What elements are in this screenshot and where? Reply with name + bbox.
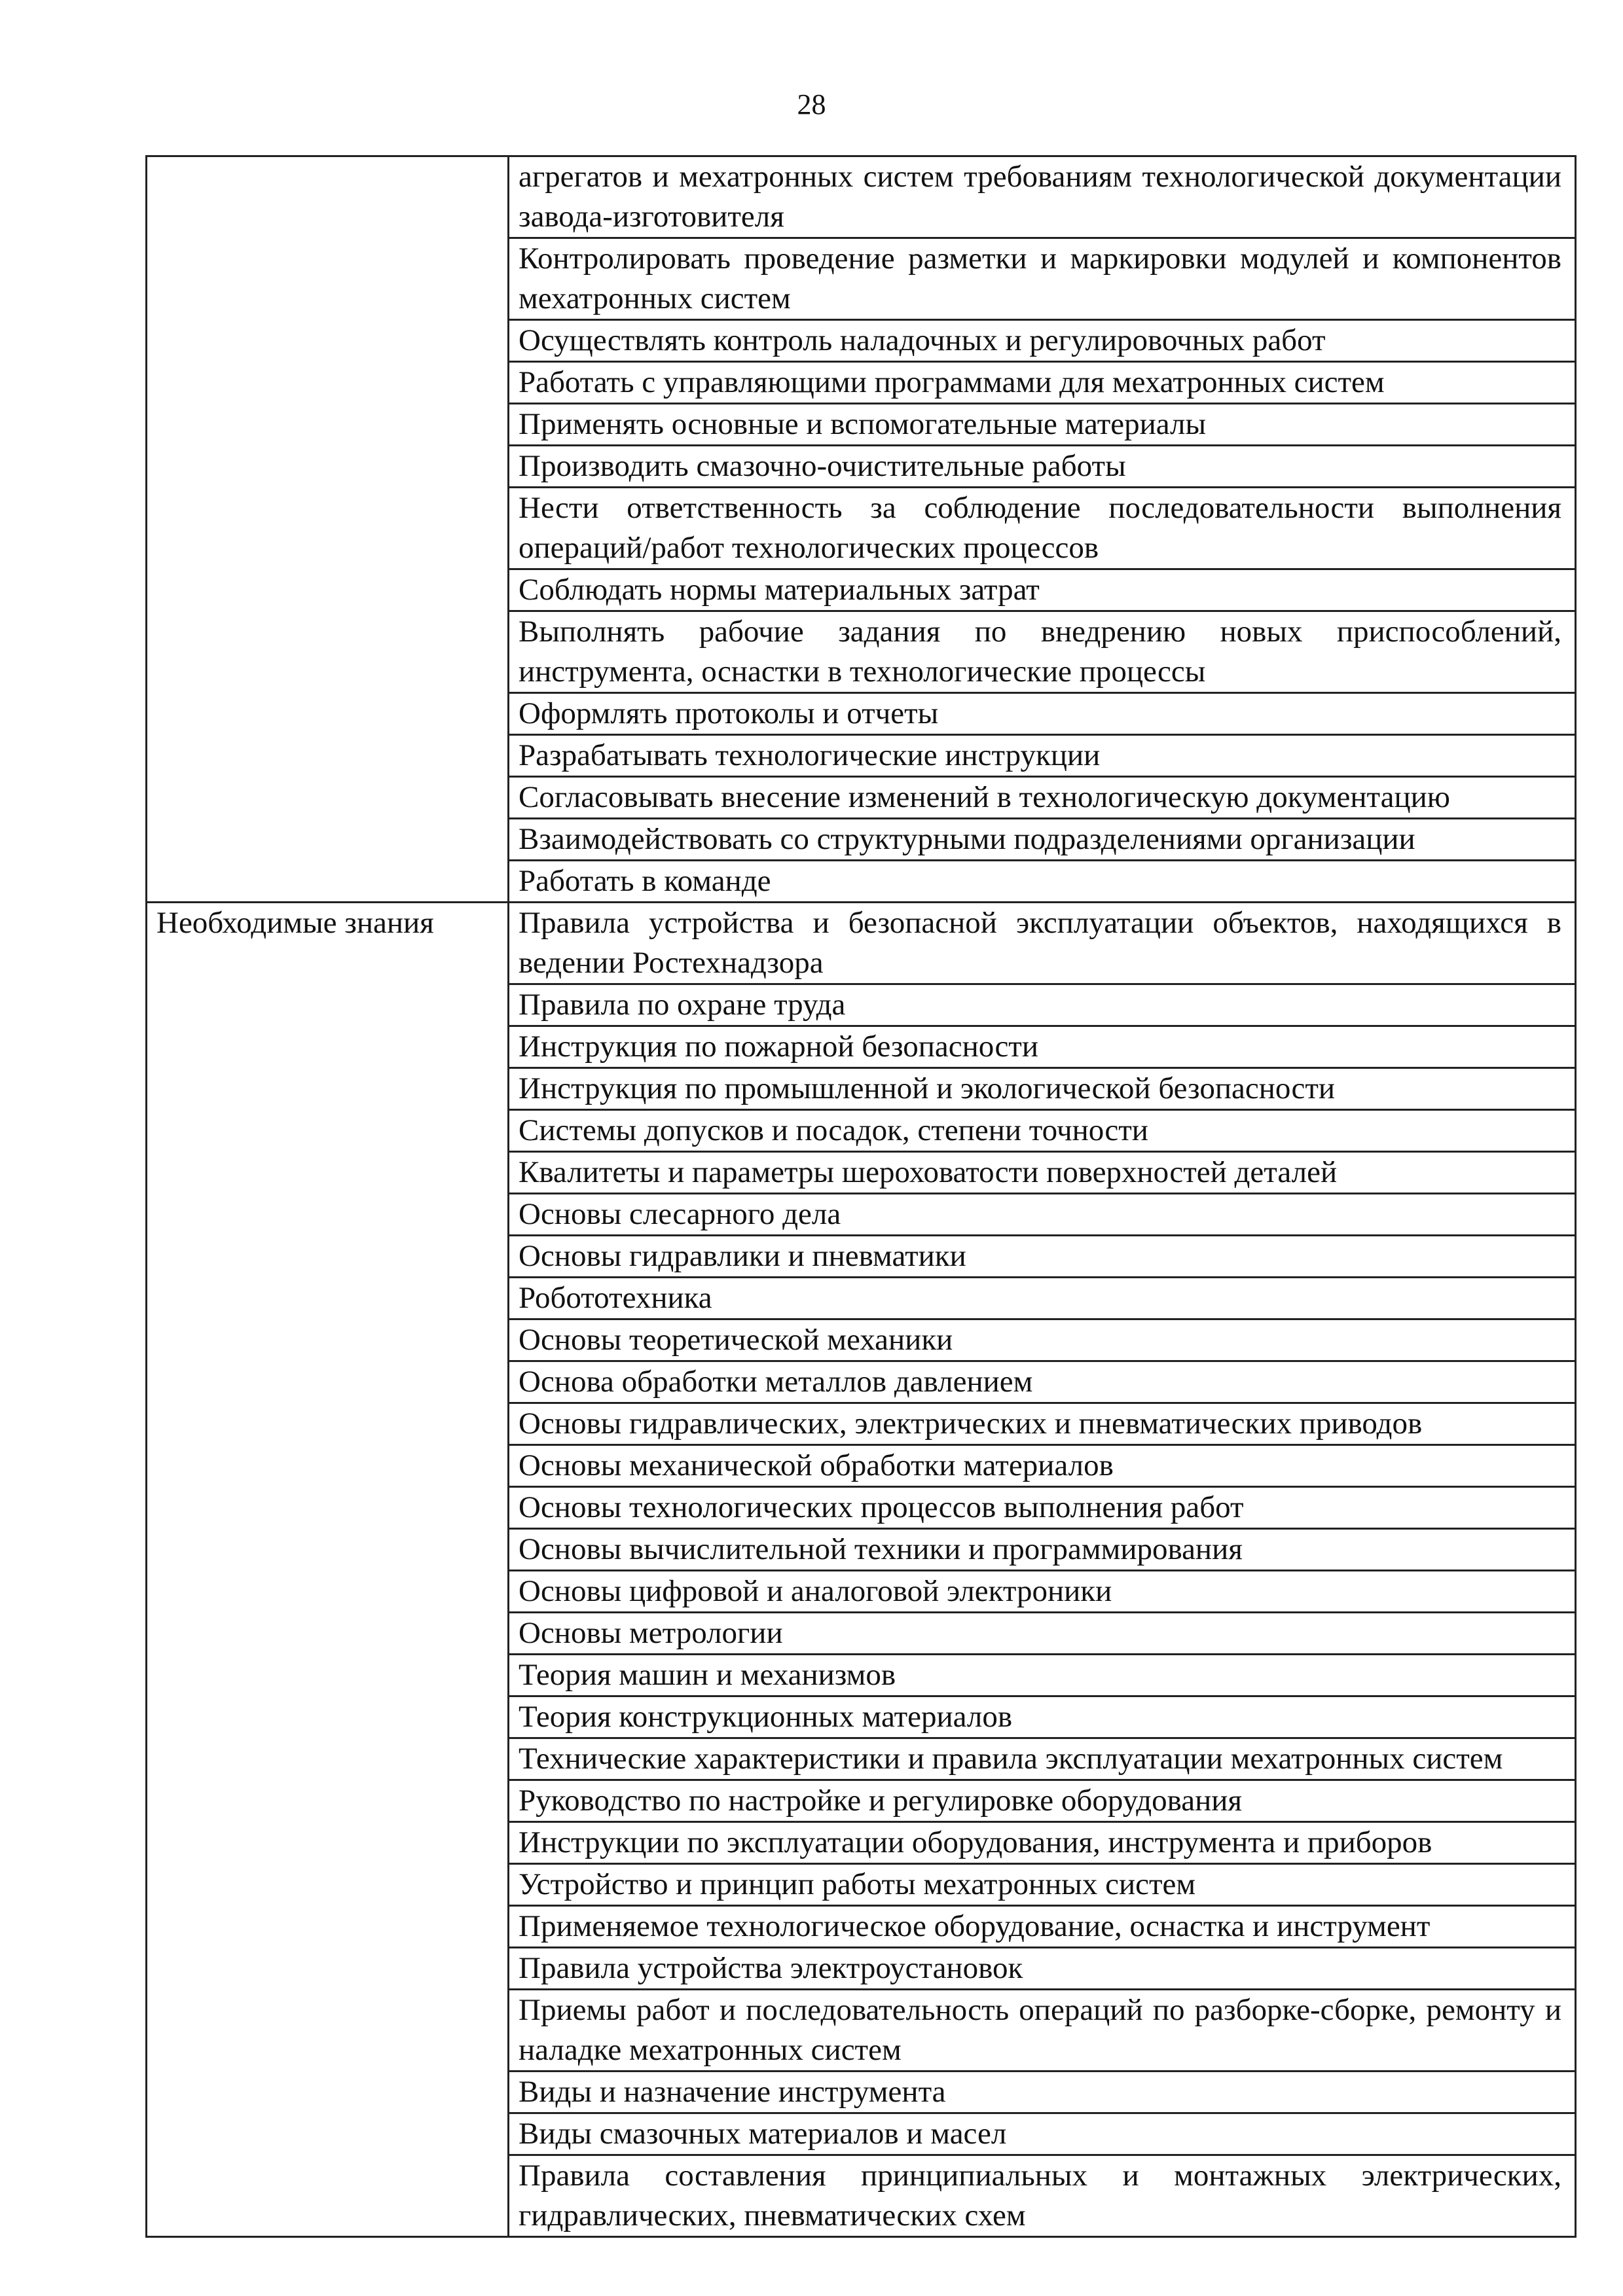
knowledge-cell: Системы допусков и посадок, степени точности <box>509 1110 1576 1152</box>
knowledge-cell: Основы метрологии <box>509 1613 1576 1655</box>
knowledge-cell: Технические характеристики и правила эксплуатации мехатронных систем <box>509 1738 1576 1780</box>
knowledge-cell: Робототехника <box>509 1278 1576 1319</box>
skill-cell: Оформлять протоколы и отчеты <box>509 693 1576 735</box>
table-body <box>147 156 1576 2237</box>
skill-cell: агрегатов и мехатронных систем требованиям технологической документации завода-изготовителя <box>509 156 1576 238</box>
knowledge-cell: Приемы работ и последовательность операций по разборке-сборке, ремонту и наладке мехатронных систем <box>509 1990 1576 2072</box>
knowledge-cell: Инструкция по промышленной и экологической безопасности <box>509 1068 1576 1110</box>
knowledge-cell: Инструкция по пожарной безопасности <box>509 1026 1576 1068</box>
knowledge-cell: Инструкции по эксплуатации оборудования, инструмента и приборов <box>509 1822 1576 1864</box>
skill-cell: Контролировать проведение разметки и маркировки модулей и компонентов мехатронных систем <box>509 238 1576 320</box>
page-number: 28 <box>797 88 826 120</box>
knowledge-cell: Теория конструкционных материалов <box>509 1696 1576 1738</box>
knowledge-cell: Основы вычислительной техники и программирования <box>509 1529 1576 1571</box>
knowledge-cell: Основы цифровой и аналоговой электроники <box>509 1571 1576 1613</box>
skill-cell: Согласовывать внесение изменений в технологическую документацию <box>509 777 1576 819</box>
skill-cell: Работать в команде <box>509 861 1576 903</box>
knowledge-label-cell: Необходимые знания <box>147 903 509 2237</box>
knowledge-cell: Виды смазочных материалов и масел <box>509 2113 1576 2155</box>
knowledge-cell: Основы слесарного дела <box>509 1194 1576 1236</box>
skill-cell: Производить смазочно-очистительные работы <box>509 446 1576 488</box>
knowledge-cell: Основы технологических процессов выполнения работ <box>509 1487 1576 1529</box>
knowledge-cell: Правила составления принципиальных и монтажных электрических, гидравлических, пневматических схем <box>509 2155 1576 2237</box>
table-row <box>147 903 1576 984</box>
knowledge-cell: Правила устройства электроустановок <box>509 1948 1576 1990</box>
skill-cell: Нести ответственность за соблюдение последовательности выполнения операций/работ технологических процессов <box>509 488 1576 569</box>
knowledge-cell: Устройство и принцип работы мехатронных систем <box>509 1864 1576 1906</box>
knowledge-cell: Применяемое технологическое оборудование, оснастка и инструмент <box>509 1906 1576 1948</box>
knowledge-cell: Правила устройства и безопасной эксплуатации объектов, находящихся в ведении Ростехнадзора <box>509 903 1576 984</box>
knowledge-cell: Теория машин и механизмов <box>509 1655 1576 1696</box>
skill-cell: Взаимодействовать со структурными подразделениями организации <box>509 819 1576 861</box>
skill-cell: Применять основные и вспомогательные материалы <box>509 404 1576 446</box>
table-row <box>147 156 1576 238</box>
knowledge-cell: Основы механической обработки материалов <box>509 1445 1576 1487</box>
skill-cell: Осуществлять контроль наладочных и регулировочных работ <box>509 320 1576 362</box>
skill-cell: Разрабатывать технологические инструкции <box>509 735 1576 777</box>
knowledge-cell: Виды и назначение инструмента <box>509 2072 1576 2113</box>
knowledge-cell: Руководство по настройке и регулировке оборудования <box>509 1780 1576 1822</box>
skill-cell: Выполнять рабочие задания по внедрению новых приспособлений, инструмента, оснастки в технологические процессы <box>509 611 1576 693</box>
knowledge-cell: Основы гидравлических, электрических и пневматических приводов <box>509 1403 1576 1445</box>
knowledge-cell: Основа обработки металлов давлением <box>509 1361 1576 1403</box>
knowledge-cell: Правила по охране труда <box>509 984 1576 1026</box>
knowledge-cell: Основы гидравлики и пневматики <box>509 1236 1576 1278</box>
skill-cell: Работать с управляющими программами для мехатронных систем <box>509 362 1576 404</box>
skill-cell: Соблюдать нормы материальных затрат <box>509 569 1576 611</box>
empty-label-cell <box>147 156 509 903</box>
knowledge-cell: Основы теоретической механики <box>509 1319 1576 1361</box>
knowledge-cell: Квалитеты и параметры шероховатости поверхностей деталей <box>509 1152 1576 1194</box>
competency-table <box>145 155 1577 2238</box>
